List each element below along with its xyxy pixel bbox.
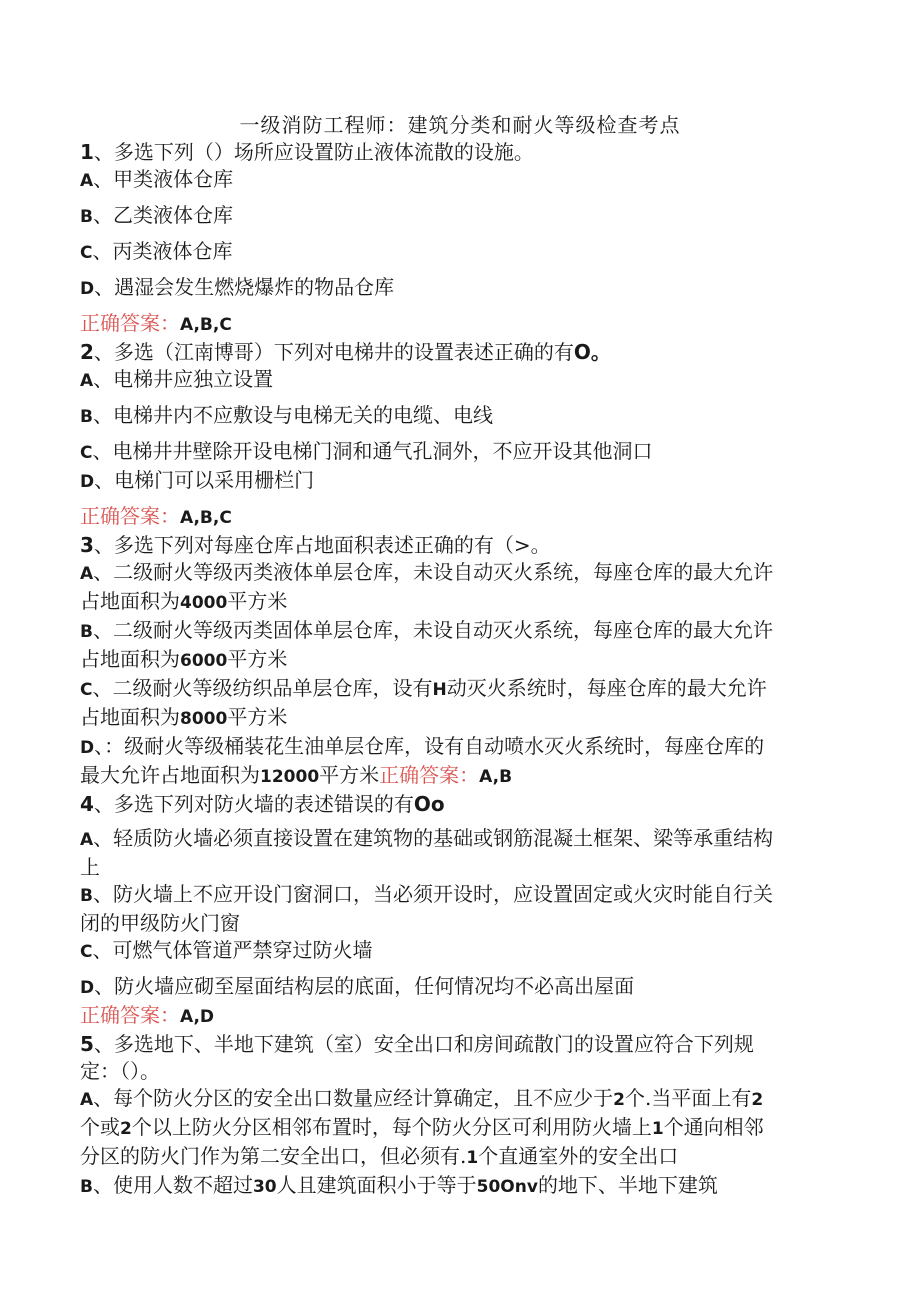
option-a (80, 825, 840, 881)
option-label: A (80, 371, 94, 391)
option-number: 2 (120, 1119, 132, 1139)
option-label: C (80, 243, 93, 263)
option-text: 个通向相邻 (663, 1115, 764, 1139)
option-number: 1 (651, 1119, 664, 1139)
question-number: 2 (80, 340, 94, 364)
option-number: 1 (466, 1148, 479, 1168)
answer-value: A,B,C (180, 315, 232, 335)
option-text: 分区的防火门作为第二安全出口，但必须有. (80, 1144, 467, 1168)
option-text: 个.当平面上有 (625, 1086, 752, 1110)
option-text: 个以上防火分区相邻布置时，每个防火分区可利用防火墙上 (131, 1115, 652, 1139)
question-text: 、多选下列对防火墙的表述错误的有 (93, 792, 414, 816)
option-label: C (80, 680, 93, 700)
option-number: 50Onv (476, 1177, 538, 1197)
option-number: 4000 (180, 593, 228, 613)
answer-label: 正确答案： (80, 504, 180, 528)
option-letter: H (432, 680, 447, 700)
option-text: 占地面积为 (80, 647, 180, 671)
option-text: 、防火墙上不应开设门窗洞口，当必须开设时，应设置固定或火灾时能自行关 (92, 882, 773, 906)
question-number: 5 (80, 1032, 94, 1056)
option-a (80, 166, 840, 195)
option-c (80, 238, 840, 267)
option-label: A (80, 1090, 94, 1110)
option-text: 、电梯井内不应敷设与电梯无关的电缆、电线 (92, 403, 493, 427)
option-text: 人且建筑面积小于等于 (276, 1173, 477, 1197)
option-label: D (80, 978, 95, 998)
option-text: 、轻质防火墙必须直接设置在建筑物的基础或钢筋混凝土框架、梁等承重结构 (93, 826, 774, 850)
question-number: 3 (80, 533, 94, 557)
option-b (80, 881, 840, 937)
option-text: 占地面积为 (80, 589, 180, 613)
answer-line (80, 310, 840, 339)
option-label: D (80, 738, 95, 758)
question-tail: O。 (573, 340, 611, 364)
question-number: 4 (80, 792, 94, 816)
option-label: B (80, 407, 93, 427)
option-text: 的地下、半地下建筑 (537, 1173, 718, 1197)
option-text: 平方米 (227, 647, 288, 671)
option-label: B (80, 886, 93, 906)
option-text: 个直通室外的安全出口 (478, 1144, 679, 1168)
option-text: 、乙类液体仓库 (92, 203, 233, 227)
option-text: 、：级耐火等级桶装花生油单层仓库，设有自动喷水灭火系统时，每座仓库的 (94, 734, 765, 758)
option-text: 平方米 (319, 763, 380, 787)
option-number: 2 (613, 1090, 626, 1110)
option-label: B (80, 622, 93, 642)
option-text: 、丙类液体仓库 (92, 239, 233, 263)
option-text: 平方米 (227, 705, 288, 729)
option-a (80, 559, 840, 617)
option-label: C (80, 443, 93, 463)
option-number: 6000 (180, 651, 228, 671)
option-label: C (80, 942, 93, 962)
answer-line (80, 1002, 840, 1031)
question-1 (80, 139, 840, 166)
option-text: 上 (80, 855, 100, 879)
option-b (80, 617, 840, 675)
option-d (80, 733, 840, 791)
option-text: 、每个防火分区的安全出口数量应经计算确定，且不应少于 (93, 1086, 614, 1110)
option-text: 、电梯门可以采用栅栏门 (94, 468, 315, 492)
option-text: 、二级耐火等级纺织品单层仓库，设有 (92, 676, 433, 700)
question-text: 、多选（江南博哥）下列对电梯井的设置表述正确的有 (93, 340, 574, 364)
answer-value: A,B (479, 767, 513, 787)
document-title: 一级消防工程师：建筑分类和耐火等级检查考点 (239, 113, 681, 137)
question-text: 、多选地下、半地下建筑（室）安全出口和房间疏散门的设置应符合下列规 (93, 1032, 754, 1056)
answer-label: 正确答案： (80, 1003, 180, 1027)
option-d (80, 973, 840, 1002)
answer-value: A,D (180, 1007, 215, 1027)
option-text: 、二级耐火等级丙类液体单层仓库，未设自动灭火系统，每座仓库的最大允许 (93, 560, 774, 584)
question-text: 、多选下列（）场所应设置防止液体流散的设施。 (93, 140, 534, 164)
option-b (80, 1172, 840, 1201)
option-text: 、电梯井应独立设置 (93, 367, 274, 391)
option-label: D (80, 279, 95, 299)
option-text: 占地面积为 (80, 705, 180, 729)
option-text: 、防火墙应砌至屋面结构层的底面，任何情况均不必高出屋面 (94, 974, 635, 998)
option-text: 个或 (80, 1115, 120, 1139)
option-text: 、甲类液体仓库 (93, 167, 234, 191)
question-4 (80, 791, 840, 818)
option-number: 8000 (180, 709, 228, 729)
answer-line (80, 503, 840, 532)
option-text: 、二级耐火等级丙类固体单层仓库，未设自动灭火系统，每座仓库的最大允许 (92, 618, 773, 642)
option-text: 、可燃气体管道严禁穿过防火墙 (92, 938, 373, 962)
question-text: 定：（）。 (80, 1059, 160, 1083)
option-c (80, 438, 840, 467)
option-label: A (80, 564, 94, 584)
option-b (80, 202, 840, 231)
option-number: 12000 (260, 767, 320, 787)
answer-label: 正确答案： (80, 311, 180, 335)
question-list (80, 139, 840, 1201)
option-number: 30 (252, 1177, 277, 1197)
option-text: 动灭火系统时，每座仓库的最大允许 (446, 676, 767, 700)
option-label: A (80, 171, 94, 191)
option-label: B (80, 1177, 93, 1197)
option-text: 、使用人数不超过 (92, 1173, 253, 1197)
question-2 (80, 339, 840, 366)
question-tail: Oo (413, 792, 445, 816)
option-text: 闭的甲级防火门窗 (80, 911, 240, 935)
option-a (80, 1085, 840, 1172)
option-text: 最大允许占地面积为 (80, 763, 260, 787)
option-d (80, 467, 840, 496)
question-3 (80, 532, 840, 559)
option-c (80, 675, 840, 733)
answer-label: 正确答案： (379, 763, 480, 787)
option-d (80, 274, 840, 303)
option-text: 、遇湿会发生燃烧爆炸的物品仓库 (94, 275, 395, 299)
option-label: A (80, 830, 94, 850)
option-b (80, 402, 840, 431)
question-text: 、多选下列对每座仓库占地面积表述正确的有（>。 (93, 533, 551, 557)
option-number: 2 (751, 1090, 764, 1110)
option-c (80, 937, 840, 966)
option-text: 、电梯井井壁除开设电梯门洞和通气孔洞外，不应开设其他洞口 (92, 439, 653, 463)
option-label: D (80, 472, 95, 492)
question-5 (80, 1031, 840, 1085)
option-label: B (80, 207, 93, 227)
option-a (80, 366, 840, 395)
option-text: 平方米 (227, 589, 288, 613)
question-number: 1 (80, 140, 94, 164)
answer-value: A,B,C (180, 508, 232, 528)
